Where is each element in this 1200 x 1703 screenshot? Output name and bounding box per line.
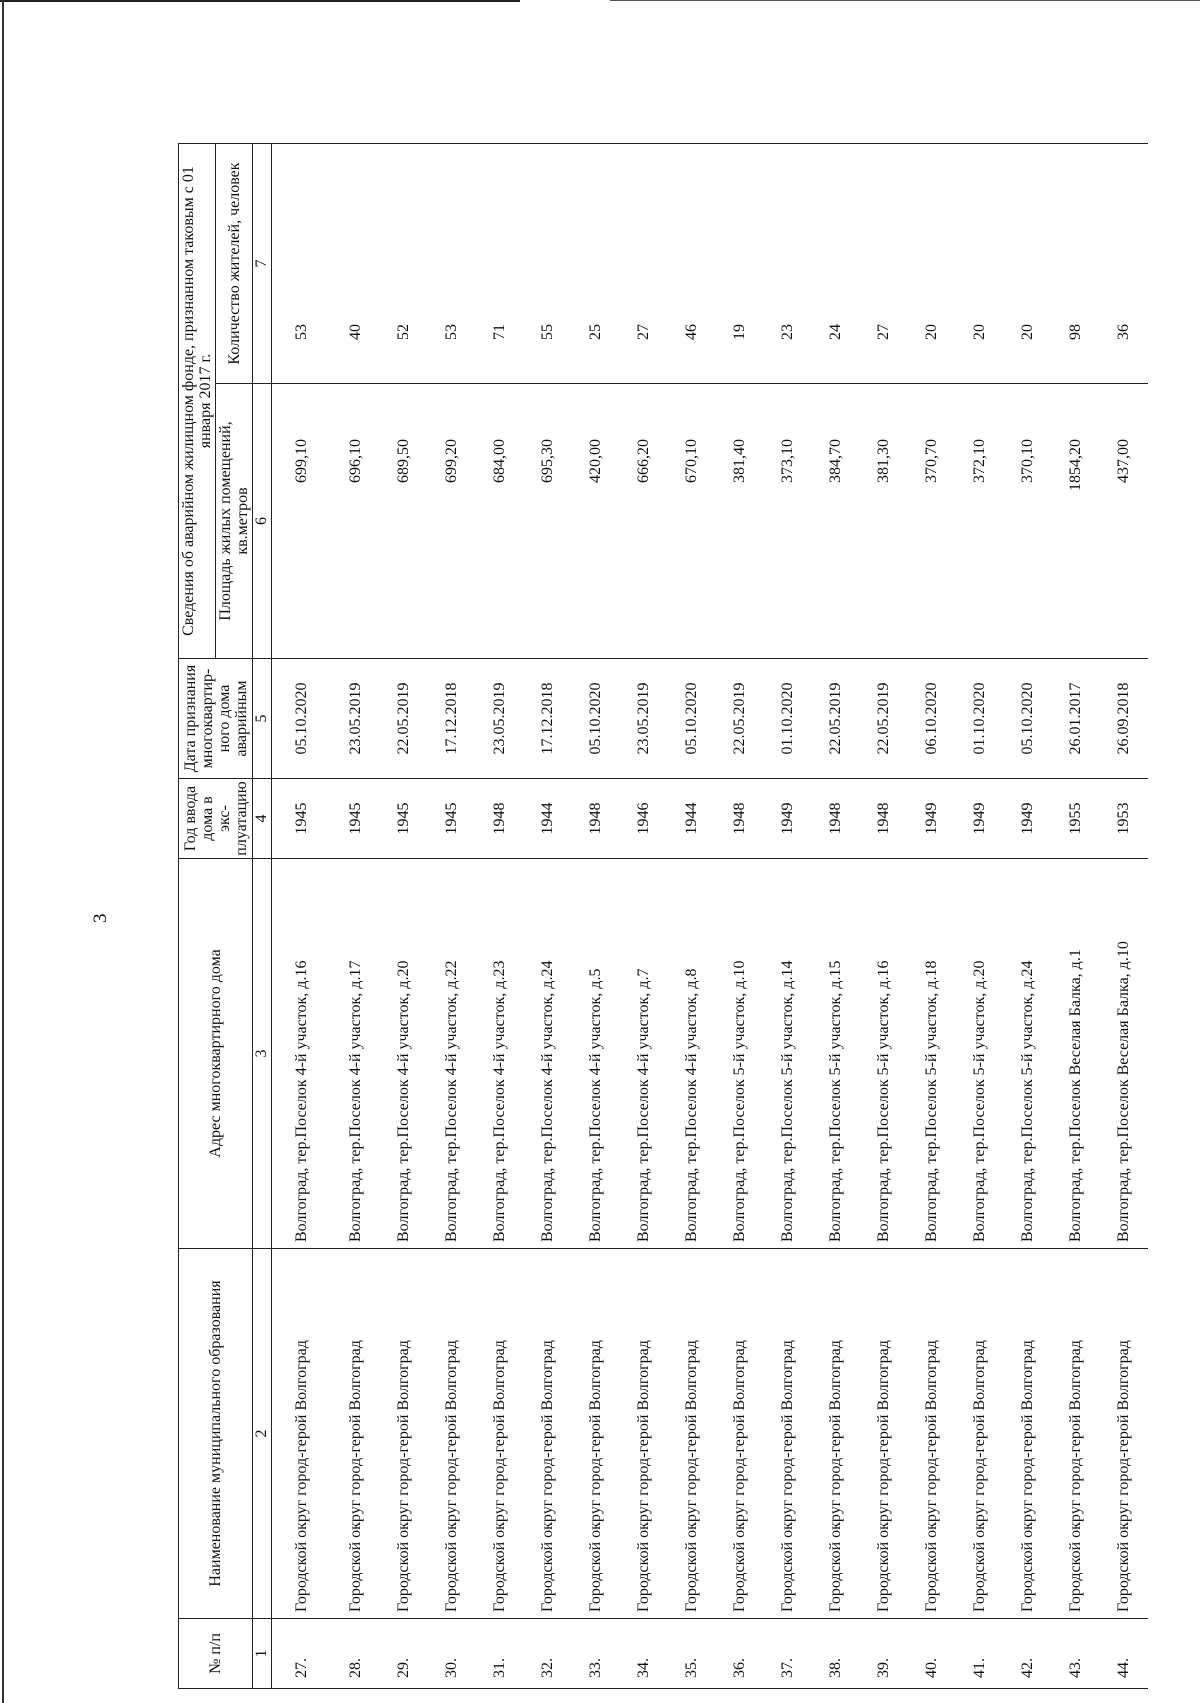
house-address: Волгоград, тер.Поселок Веселая Балка, д.10 — [1100, 859, 1148, 1249]
residents-count: 24 — [812, 144, 860, 384]
residents-count: 40 — [332, 144, 380, 384]
house-address: Волгоград, тер.Поселок 5-й участок, д.20 — [956, 859, 1004, 1249]
table-row — [860, 144, 908, 1689]
header-group: Сведения об аварийном жилищном фонде, признанном таковым с 01 января 2017 г. — [179, 144, 216, 659]
header-num: № п/п — [179, 1619, 253, 1689]
commission-year: 1944 — [524, 779, 572, 859]
residents-count: 20 — [1004, 144, 1052, 384]
header-date: Дата признания многоквартир-ного дома аварийным — [179, 659, 253, 779]
municipality-name: Городской округ город-герой Волгоград — [1004, 1249, 1052, 1619]
municipality-name: Городской округ город-герой Волгоград — [860, 1249, 908, 1619]
municipality-name: Городской округ город-герой Волгоград — [332, 1249, 380, 1619]
table-row — [1052, 144, 1100, 1689]
table-body — [272, 144, 1149, 1689]
emergency-housing-table — [178, 143, 1148, 1689]
municipality-name: Городской округ город-герой Волгоград — [956, 1249, 1004, 1619]
house-address: Волгоград, тер.Поселок 5-й участок, д.15 — [812, 859, 860, 1249]
emergency-date: 01.10.2020 — [764, 659, 812, 779]
residents-count: 20 — [956, 144, 1004, 384]
col-number: 1 — [253, 1619, 272, 1689]
commission-year: 1948 — [572, 779, 620, 859]
residents-count: 53 — [272, 144, 333, 384]
house-address: Волгоград, тер.Поселок 4-й участок, д.24 — [524, 859, 572, 1249]
residents-count: 52 — [380, 144, 428, 384]
emergency-date: 22.05.2019 — [812, 659, 860, 779]
table-row — [476, 144, 524, 1689]
house-address: Волгоград, тер.Поселок 4-й участок, д.17 — [332, 859, 380, 1249]
row-number: 30. — [428, 1619, 476, 1689]
municipality-name: Городской округ город-герой Волгоград — [476, 1249, 524, 1619]
row-number: 35. — [668, 1619, 716, 1689]
col-number: 3 — [253, 859, 272, 1249]
commission-year: 1949 — [908, 779, 956, 859]
table-row — [716, 144, 764, 1689]
commission-year: 1948 — [812, 779, 860, 859]
table-row — [956, 144, 1004, 1689]
municipality-name: Городской округ город-герой Волгоград — [668, 1249, 716, 1619]
living-area: 684,00 — [476, 384, 524, 659]
residents-count: 23 — [764, 144, 812, 384]
residents-count: 25 — [572, 144, 620, 384]
house-address: Волгоград, тер.Поселок 5-й участок, д.10 — [716, 859, 764, 1249]
scan-edge-top — [0, 0, 1200, 4]
col-number: 2 — [253, 1249, 272, 1619]
living-area: 689,50 — [380, 384, 428, 659]
house-address: Волгоград, тер.Поселок Веселая Балка, д.1 — [1052, 859, 1100, 1249]
table-row — [272, 144, 333, 1689]
col-number: 7 — [253, 144, 272, 384]
emergency-date: 22.05.2019 — [860, 659, 908, 779]
house-address: Волгоград, тер.Поселок 4-й участок, д.16 — [272, 859, 333, 1249]
table-row — [812, 144, 860, 1689]
municipality-name: Городской округ город-герой Волгоград — [380, 1249, 428, 1619]
municipality-name: Городской округ город-герой Волгоград — [1052, 1249, 1100, 1619]
row-number: 40. — [908, 1619, 956, 1689]
house-address: Волгоград, тер.Поселок 5-й участок, д.14 — [764, 859, 812, 1249]
living-area: 373,10 — [764, 384, 812, 659]
living-area: 384,70 — [812, 384, 860, 659]
col-number: 5 — [253, 659, 272, 779]
residents-count: 55 — [524, 144, 572, 384]
municipality-name: Городской округ город-герой Волгоград — [524, 1249, 572, 1619]
row-number: 44. — [1100, 1619, 1148, 1689]
house-address: Волгоград, тер.Поселок 4-й участок, д.5 — [572, 859, 620, 1249]
row-number: 28. — [332, 1619, 380, 1689]
row-number: 27. — [272, 1619, 333, 1689]
living-area: 695,30 — [524, 384, 572, 659]
living-area: 370,10 — [1004, 384, 1052, 659]
living-area: 699,20 — [428, 384, 476, 659]
living-area: 696,10 — [332, 384, 380, 659]
emergency-date: 22.05.2019 — [716, 659, 764, 779]
table-row — [428, 144, 476, 1689]
residents-count: 27 — [620, 144, 668, 384]
living-area: 381,30 — [860, 384, 908, 659]
table-row — [524, 144, 572, 1689]
row-number: 33. — [572, 1619, 620, 1689]
municipality-name: Городской округ город-герой Волгоград — [812, 1249, 860, 1619]
commission-year: 1948 — [860, 779, 908, 859]
commission-year: 1948 — [716, 779, 764, 859]
house-address: Волгоград, тер.Поселок 4-й участок, д.20 — [380, 859, 428, 1249]
table-row — [1100, 144, 1148, 1689]
table-row — [1004, 144, 1052, 1689]
living-area: 699,10 — [272, 384, 333, 659]
emergency-date: 05.10.2020 — [272, 659, 333, 779]
house-address: Волгоград, тер.Поселок 4-й участок, д.8 — [668, 859, 716, 1249]
table-row — [620, 144, 668, 1689]
row-number: 34. — [620, 1619, 668, 1689]
house-address: Волгоград, тер.Поселок 5-й участок, д.16 — [860, 859, 908, 1249]
col-number: 6 — [253, 384, 272, 659]
commission-year: 1953 — [1100, 779, 1148, 859]
municipality-name: Городской округ город-герой Волгоград — [1100, 1249, 1148, 1619]
commission-year: 1945 — [272, 779, 333, 859]
emergency-date: 06.10.2020 — [908, 659, 956, 779]
house-address: Волгоград, тер.Поселок 4-й участок, д.7 — [620, 859, 668, 1249]
header-municipality: Наименование муниципального образования — [179, 1249, 253, 1619]
commission-year: 1946 — [620, 779, 668, 859]
row-number: 39. — [860, 1619, 908, 1689]
emergency-date: 17.12.2018 — [524, 659, 572, 779]
residents-count: 71 — [476, 144, 524, 384]
col-number: 4 — [253, 779, 272, 859]
municipality-name: Городской округ город-герой Волгоград — [764, 1249, 812, 1619]
living-area: 666,20 — [620, 384, 668, 659]
emergency-date: 05.10.2020 — [1004, 659, 1052, 779]
residents-count: 36 — [1100, 144, 1148, 384]
row-number: 37. — [764, 1619, 812, 1689]
commission-year: 1945 — [332, 779, 380, 859]
table-row — [572, 144, 620, 1689]
table-row — [764, 144, 812, 1689]
row-number: 36. — [716, 1619, 764, 1689]
municipality-name: Городской округ город-герой Волгоград — [272, 1249, 333, 1619]
living-area: 1854,20 — [1052, 384, 1100, 659]
row-number: 38. — [812, 1619, 860, 1689]
column-number-row — [253, 144, 272, 1689]
residents-count: 27 — [860, 144, 908, 384]
emergency-date: 05.10.2020 — [668, 659, 716, 779]
commission-year: 1949 — [1004, 779, 1052, 859]
living-area: 372,10 — [956, 384, 1004, 659]
header-residents: Количество жителей, человек — [216, 144, 253, 384]
commission-year: 1949 — [956, 779, 1004, 859]
header-row — [179, 144, 216, 1689]
table-row — [668, 144, 716, 1689]
municipality-name: Городской округ город-герой Волгоград — [908, 1249, 956, 1619]
emergency-date: 23.05.2019 — [620, 659, 668, 779]
residents-count: 98 — [1052, 144, 1100, 384]
row-number: 32. — [524, 1619, 572, 1689]
house-address: Волгоград, тер.Поселок 5-й участок, д.18 — [908, 859, 956, 1249]
header-year: Год ввода дома в экс-плуатацию — [179, 779, 253, 859]
living-area: 370,70 — [908, 384, 956, 659]
commission-year: 1948 — [476, 779, 524, 859]
residents-count: 53 — [428, 144, 476, 384]
row-number: 41. — [956, 1619, 1004, 1689]
emergency-date: 26.09.2018 — [1100, 659, 1148, 779]
row-number: 31. — [476, 1619, 524, 1689]
emergency-date: 26.01.2017 — [1052, 659, 1100, 779]
header-area: Площадь жилых помещений, кв.метров — [216, 384, 253, 659]
emergency-date: 01.10.2020 — [956, 659, 1004, 779]
emergency-date: 22.05.2019 — [380, 659, 428, 779]
table-row — [908, 144, 956, 1689]
commission-year: 1945 — [380, 779, 428, 859]
emergency-date: 17.12.2018 — [428, 659, 476, 779]
header-address: Адрес многоквартирного дома — [179, 859, 253, 1249]
municipality-name: Городской округ город-герой Волгоград — [572, 1249, 620, 1619]
emergency-date: 05.10.2020 — [572, 659, 620, 779]
rotated-page — [0, 103, 1200, 1703]
row-number: 43. — [1052, 1619, 1100, 1689]
house-address: Волгоград, тер.Поселок 4-й участок, д.22 — [428, 859, 476, 1249]
emergency-date: 23.05.2019 — [476, 659, 524, 779]
living-area: 381,40 — [716, 384, 764, 659]
living-area: 670,10 — [668, 384, 716, 659]
house-address: Волгоград, тер.Поселок 5-й участок, д.24 — [1004, 859, 1052, 1249]
page-number: 3 — [90, 913, 111, 923]
row-number: 42. — [1004, 1619, 1052, 1689]
house-address: Волгоград, тер.Поселок 4-й участок, д.23 — [476, 859, 524, 1249]
emergency-date: 23.05.2019 — [332, 659, 380, 779]
municipality-name: Городской округ город-герой Волгоград — [620, 1249, 668, 1619]
residents-count: 19 — [716, 144, 764, 384]
residents-count: 20 — [908, 144, 956, 384]
commission-year: 1944 — [668, 779, 716, 859]
living-area: 420,00 — [572, 384, 620, 659]
commission-year: 1945 — [428, 779, 476, 859]
commission-year: 1955 — [1052, 779, 1100, 859]
row-number: 29. — [380, 1619, 428, 1689]
municipality-name: Городской округ город-герой Волгоград — [716, 1249, 764, 1619]
table-row — [332, 144, 380, 1689]
residents-count: 46 — [668, 144, 716, 384]
municipality-name: Городской округ город-герой Волгоград — [428, 1249, 476, 1619]
table-row — [380, 144, 428, 1689]
living-area: 437,00 — [1100, 384, 1148, 659]
commission-year: 1949 — [764, 779, 812, 859]
